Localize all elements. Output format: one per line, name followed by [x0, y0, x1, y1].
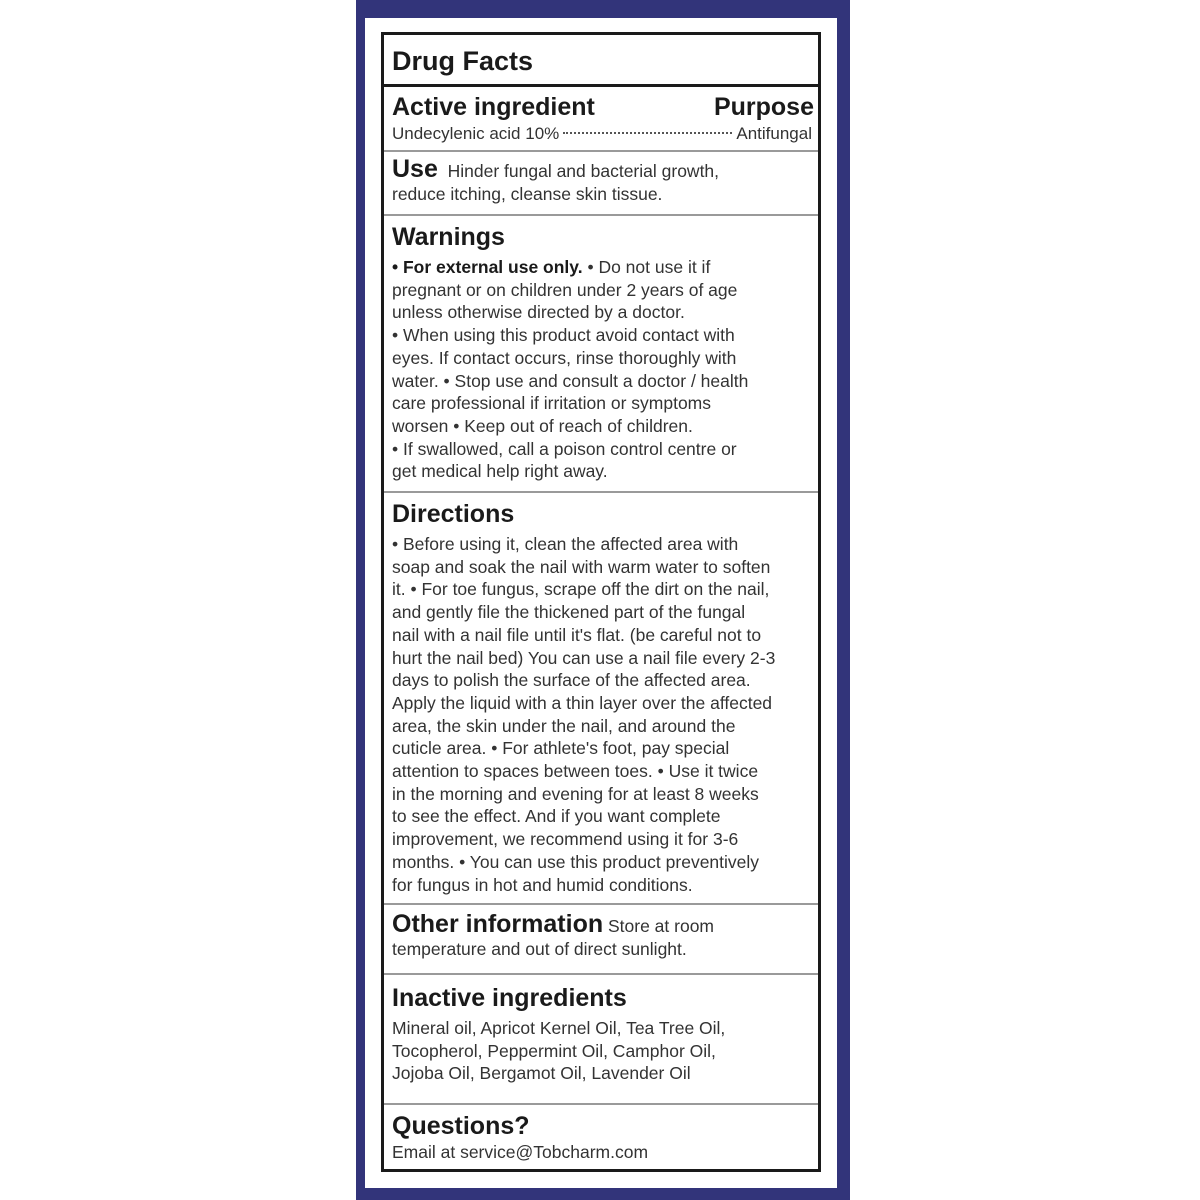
questions-heading: Questions? [392, 1112, 530, 1140]
warning-line: unless otherwise directed by a doctor. [392, 302, 685, 323]
dotted-leader [563, 132, 732, 134]
directions-line: hurt the nail bed) You can use a nail file every 2-3 [392, 647, 776, 668]
purpose-heading: Purpose [713, 93, 814, 121]
warning-line: • Do not use it if [587, 257, 711, 277]
inactive-ingredients-line: Jojoba Oil, Bergamot Oil, Lavender Oil [392, 1063, 691, 1084]
ingredient-row [392, 124, 814, 144]
warning-line: water. • Stop use and consult a doctor / health [392, 370, 749, 391]
directions-heading: Directions [392, 500, 515, 528]
inactive-ingredients-section [384, 975, 818, 1105]
directions-line: in the morning and evening for at least 8 weeks [392, 783, 759, 804]
warning-line: care professional if irritation or symptoms [392, 393, 711, 414]
other-information-section [384, 905, 818, 975]
directions-line: improvement, we recommend using it for 3-6 [392, 829, 739, 850]
warning-line: • When using this product avoid contact with [392, 325, 735, 346]
directions-line: nail with a nail file until it's flat. (be careful not to [392, 624, 762, 645]
use-section [384, 152, 818, 216]
warning-line: worsen • Keep out of reach of children. [392, 415, 693, 436]
other-information-heading: Other information [392, 910, 604, 938]
ingredient-name: Undecylenic acid 10% [392, 124, 560, 143]
directions-section [384, 493, 818, 905]
directions-line: Apply the liquid with a thin layer over the affected [392, 692, 773, 713]
contact-email: Email at service@Tobcharm.com [392, 1142, 649, 1162]
directions-line: area, the skin under the nail, and around the [392, 715, 736, 736]
drug-facts-header [384, 35, 818, 87]
warning-line: pregnant or on children under 2 years of age [392, 279, 738, 300]
directions-line: soap and soak the nail with warm water to soften [392, 556, 771, 577]
warning-line: eyes. If contact occurs, rinse thoroughly with [392, 347, 737, 368]
warnings-heading: Warnings [392, 223, 505, 251]
directions-line: it. • For toe fungus, scrape off the dirt on the nail, [392, 579, 770, 600]
use-text-line: reduce itching, cleanse skin tissue. [392, 183, 663, 204]
drug-facts-title: Drug Facts [392, 46, 534, 76]
warning-line: get medical help right away. [392, 461, 608, 482]
inactive-ingredients-line: Tocopherol, Peppermint Oil, Camphor Oil, [392, 1040, 716, 1061]
ingredient-purpose: Antifungal [736, 124, 812, 143]
directions-line: cuticle area. • For athlete's foot, pay special [392, 738, 730, 759]
directions-line: attention to spaces between toes. • Use it twice [392, 761, 759, 782]
active-ingredient-section [384, 87, 818, 152]
drug-facts-panel [381, 32, 821, 1172]
external-use-warning: • For external use only. [392, 257, 583, 277]
directions-line: and gently file the thickened part of the fungal [392, 602, 746, 623]
directions-line: days to polish the surface of the affected area. [392, 670, 751, 691]
directions-line: for fungus in hot and humid conditions. [392, 874, 693, 895]
other-information-line: Store at room [607, 916, 715, 936]
directions-line: to see the effect. And if you want complete [392, 806, 721, 827]
active-ingredient-heading: Active ingredient [392, 93, 595, 121]
inactive-ingredients-heading: Inactive ingredients [392, 984, 627, 1012]
inactive-ingredients-line: Mineral oil, Apricot Kernel Oil, Tea Tree Oil, [392, 1018, 726, 1038]
warnings-section [384, 216, 818, 493]
directions-line: • Before using it, clean the affected area with [392, 534, 739, 554]
directions-line: months. • You can use this product preventively [392, 851, 760, 872]
questions-section [384, 1105, 818, 1171]
use-text-line: Hinder fungal and bacterial growth, [447, 161, 720, 181]
use-heading: Use [392, 155, 438, 183]
warning-line: • If swallowed, call a poison control centre or [392, 438, 737, 459]
other-information-line: temperature and out of direct sunlight. [392, 938, 687, 959]
